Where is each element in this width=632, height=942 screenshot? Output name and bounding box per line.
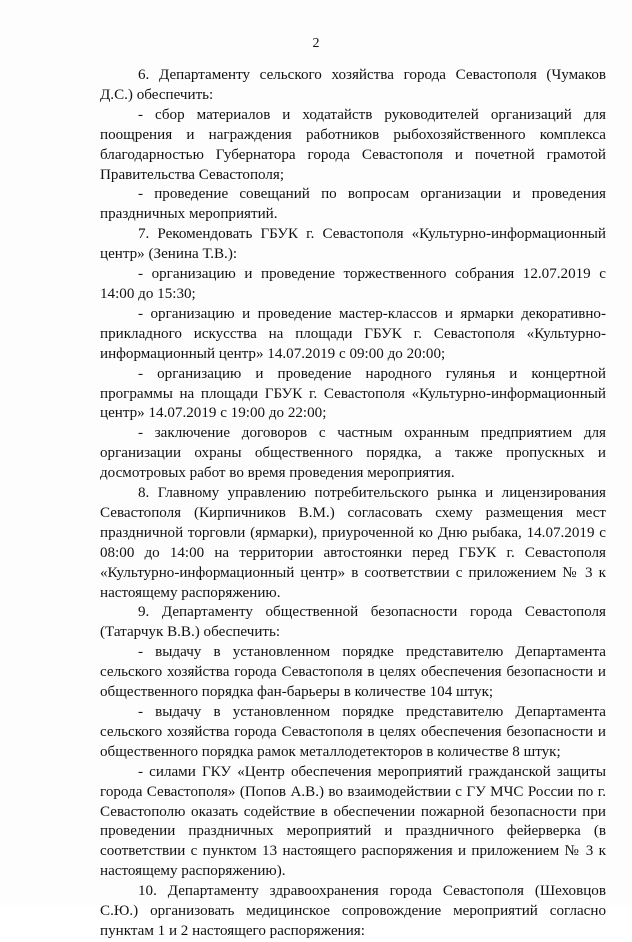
paragraph-7-intro: 7. Рекомендовать ГБУК г. Севастополя «Культурно-информационный центр» (Зенина Т.В.): <box>100 226 606 263</box>
paragraph-6-intro: 6. Департаменту сельского хозяйства города Севастополя (Чумаков Д.С.) обеспечить: <box>100 67 606 103</box>
paragraph-7-item-security-contracts: - заключение договоров с частным охранным предприятием для организации охраны общественного порядка, а также пропускных и досмотровых работ во время проведения мероприятия. <box>100 425 606 482</box>
paragraph-8: 8. Главному управлению потребительского рынка и лицензирования Севастополя (Кирпичников В.М.) согласовать схему размещения мест праздничной торговли (ярмарки), приуроченной ко Дню рыбака, 14.07.2019 с 08:00 до 14:00 на территории автостоянки перед ГБУК г. Севастополя «Культурно-информационный центр» в соответствии с приложением № 3 к настоящему распоряжению. <box>100 485 606 601</box>
paragraph-9-item-barriers: - выдачу в установленном порядке представителю Департамента сельского хозяйства города Севастополя в целях обеспечения безопасности и общественного порядка фан-барьеры в количестве 104 штук; <box>100 644 606 701</box>
paragraph-7-item-assembly: - организацию и проведение торжественного собрания 12.07.2019 с 14:00 до 15:30; <box>100 266 606 302</box>
paragraph-6-item-meetings: - проведение совещаний по вопросам организации и проведения праздничных мероприятий. <box>100 186 606 223</box>
paragraph-7-item-festivities: - организацию и проведение народного гулянья и концертной программы на площади ГБУК г. Севастополя «Культурно-информационный центр» 14.07.2019 с 19:00 до 22:00; <box>100 365 606 422</box>
paragraph-9-item-fire-safety: - силами ГКУ «Центр обеспечения мероприятий гражданской защиты города Севастополя» (Попов А.В.) во взаимодействии с ГУ МЧС России по г. Севастополю оказать содействие в обеспечении пожарной безопасности при проведении праздничных мероприятий и праздничного фейерверка (в соответствии с пунктом 13 настоящего распоряжения и приложением № 3 к настоящему распоряжению). <box>100 763 606 880</box>
paragraph-10: 10. Департаменту здравоохранения города Севастополя (Шеховцов С.Ю.) организовать медицинское сопровождение мероприятий согласно пунктам 1 и 2 настоящего распоряжения: <box>100 883 606 939</box>
paragraph-6-item-awards: - сбор материалов и ходатайств руководителей организаций для поощрения и награждения работников рыбохозяйственного комплекса благодарностью Губернатора города Севастополя и почетной грамотой Правительства Севастополя; <box>100 106 606 183</box>
document-body <box>100 66 606 942</box>
page-number: 2 <box>312 36 320 51</box>
paragraph-9-item-metal-detectors: - выдачу в установленном порядке представителю Департамента сельского хозяйства города Севастополя в целях обеспечения безопасности и общественного порядка рамок металлодетекторов в количестве 8 штук; <box>100 704 606 760</box>
paragraph-9-intro: 9. Департаменту общественной безопасности города Севастополя (Татарчук В.В.) обеспечить: <box>100 604 606 641</box>
paragraph-7-item-masterclasses: - организацию и проведение мастер-классов и ярмарки декоративно-прикладного искусства на площади ГБУК г. Севастополя «Культурно-информационный центр» 14.07.2019 с 09:00 до 20:00; <box>100 305 606 362</box>
